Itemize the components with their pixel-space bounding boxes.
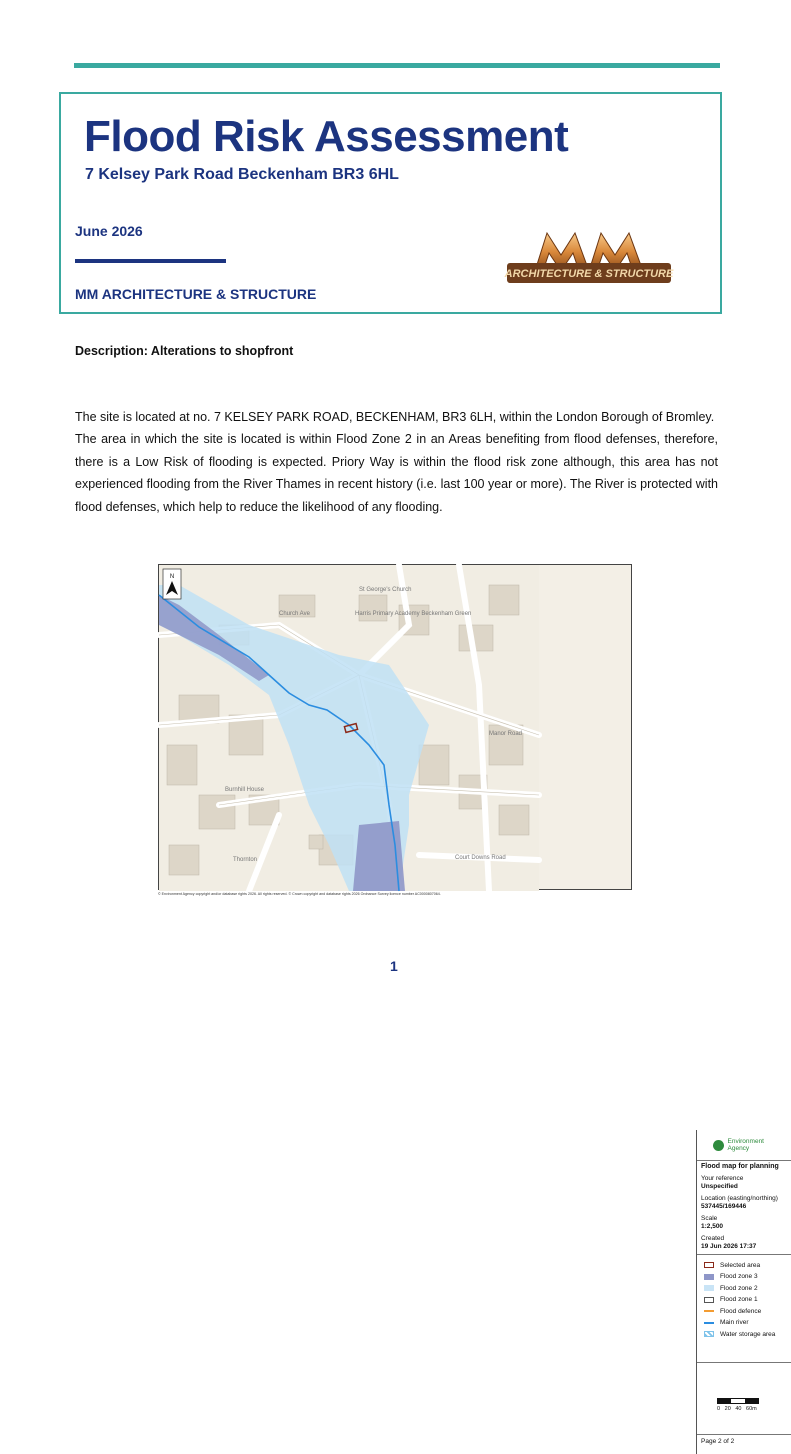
map-label-school: Harris Primary Academy Beckenham Green [355,611,472,617]
map-label-church: St George's Church [359,587,412,593]
scale-bar-label: 0 20 40 60m [717,1406,757,1412]
legend-item-water-storage: Water storage area [704,1329,787,1341]
document-title: Flood Risk Assessment [84,112,569,161]
legend-item-main-river: Main river [704,1317,787,1329]
page-number: 1 [390,958,398,974]
paragraph-flood-zone: The area in which the site is located is within Flood Zone 2 in an Areas benefiting from flood defenses, therefore, there is a Low Risk of flooding is expected. Priory Way is within the flood risk zone although, this area has not experienced flooding from the River Thames in recent history (i.e. last 100 year or more). The River is protected with flood defenses, which help to reduce the likelihood of any flooding. [75,432,718,514]
legend-item-flood-zone-2: Flood zone 2 [704,1283,787,1295]
map-label-burnhill: Burnhill House [225,787,265,793]
top-rule [74,63,720,68]
map-legend-panel [696,1130,791,1454]
scale-label: Scale [701,1214,718,1222]
date-rule [75,259,226,263]
agency-name: Environment Agency [727,1138,764,1152]
map-label-thornton: Thornton [233,857,258,863]
paragraph-site-location: The site is located at no. 7 KELSEY PARK ROAD, BECKENHAM, BR3 6LH, within the London Borough of Bromley. [75,410,715,424]
created-value: 19 Jun 2026 17:37 [701,1243,757,1250]
map-label-church-ave: Church Ave [279,611,310,617]
legend-item-selected-area: Selected area [704,1260,787,1272]
scale-value: 1:2,500 [701,1223,724,1230]
site-address: 7 Kelsey Park Road Beckenham BR3 6HL [85,166,399,183]
environment-agency-icon [713,1140,724,1151]
map-copyright: © Environment Agency copyright and/or database rights 2026. All rights reserved. © Crown copyright and database rights 2026 Ordnance Survey licence number AC0000807064. [158,892,441,896]
company-logo [505,225,673,291]
created-label: Created [701,1234,725,1242]
location-label: Location (easting/northing) [701,1194,778,1202]
scale-bar [717,1398,759,1412]
legend-item-flood-defence: Flood defence [704,1306,787,1318]
map-label-manor-road: Manor Road [489,731,523,737]
reference-label: Your reference [701,1174,744,1182]
legend-item-flood-zone-3: Flood zone 3 [704,1271,787,1283]
body-text [75,406,718,518]
map-drawing [159,565,633,891]
project-description: Description: Alterations to shopfront [75,344,294,358]
logo-text: ARCHITECTURE & STRUCTURE [504,268,674,280]
reference-value: Unspecified [701,1183,738,1190]
north-label: N [169,574,175,580]
map-heading: Flood map for planning [701,1163,779,1170]
map-label-court-downs: Court Downs Road [455,855,506,861]
document-date: June 2026 [75,223,143,239]
legend-item-flood-zone-1: Flood zone 1 [704,1294,787,1306]
location-value: 537445/169446 [701,1203,747,1210]
company-name: MM ARCHITECTURE & STRUCTURE [75,286,317,302]
map-page-label: Page 2 of 2 [697,1434,791,1448]
